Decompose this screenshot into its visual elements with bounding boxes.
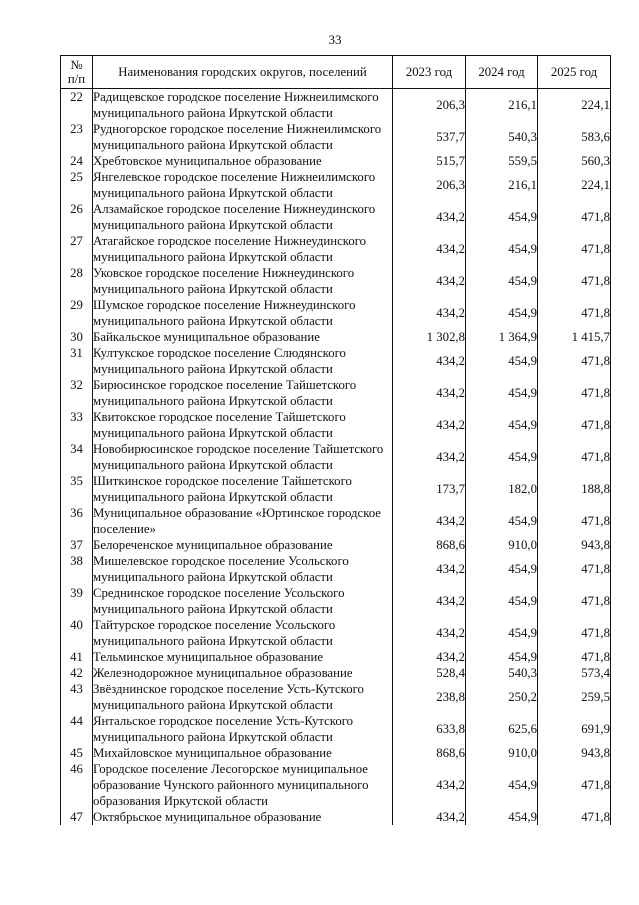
row-name: Янтальское городское поселение Усть-Кутского муниципального района Иркутской области [93, 713, 393, 745]
value-2023: 537,7 [393, 121, 466, 153]
value-2024: 454,9 [466, 265, 538, 297]
value-2024: 540,3 [466, 121, 538, 153]
value-2023: 434,2 [393, 553, 466, 585]
value-2024: 454,9 [466, 505, 538, 537]
value-2025: 471,8 [538, 345, 611, 377]
value-2024: 540,3 [466, 665, 538, 681]
row-number: 33 [61, 409, 93, 441]
row-number: 26 [61, 201, 93, 233]
value-2025: 943,8 [538, 537, 611, 553]
value-2025: 471,8 [538, 649, 611, 665]
row-name: Муниципальное образование «Юртинское городское поселение» [93, 505, 393, 537]
row-number: 40 [61, 617, 93, 649]
value-2025: 259,5 [538, 681, 611, 713]
value-2023: 434,2 [393, 377, 466, 409]
table-row [61, 681, 611, 713]
row-number: 36 [61, 505, 93, 537]
value-2025: 224,1 [538, 169, 611, 201]
table-row [61, 809, 611, 825]
row-number: 22 [61, 89, 93, 122]
row-number: 24 [61, 153, 93, 169]
header-name: Наименования городских округов, поселений [93, 56, 393, 89]
value-2023: 434,2 [393, 233, 466, 265]
data-table [60, 55, 611, 825]
value-2024: 454,9 [466, 617, 538, 649]
row-number: 28 [61, 265, 93, 297]
row-name: Рудногорское городское поселение Нижнеилимского муниципального района Иркутской области [93, 121, 393, 153]
header-2024: 2024 год [466, 56, 538, 89]
value-2025: 471,8 [538, 761, 611, 809]
value-2023: 434,2 [393, 585, 466, 617]
header-num [61, 56, 93, 89]
table-row [61, 441, 611, 473]
value-2025: 471,8 [538, 409, 611, 441]
row-name: Шиткинское городское поселение Тайшетского муниципального района Иркутской области [93, 473, 393, 505]
row-number: 44 [61, 713, 93, 745]
value-2024: 454,9 [466, 297, 538, 329]
row-number: 35 [61, 473, 93, 505]
value-2025: 471,8 [538, 201, 611, 233]
value-2023: 434,2 [393, 761, 466, 809]
value-2024: 559,5 [466, 153, 538, 169]
value-2024: 454,9 [466, 441, 538, 473]
value-2023: 434,2 [393, 297, 466, 329]
table-row [61, 297, 611, 329]
value-2024: 454,9 [466, 553, 538, 585]
page-number: 33 [328, 32, 342, 47]
value-2024: 625,6 [466, 713, 538, 745]
value-2024: 454,9 [466, 345, 538, 377]
value-2025: 471,8 [538, 233, 611, 265]
table-row [61, 265, 611, 297]
row-name: Городское поселение Лесогорское муниципальное образование Чунского районного муниципального образования Иркутской области [93, 761, 393, 809]
row-name: Новобирюсинское городское поселение Тайшетского муниципального района Иркутской области [93, 441, 393, 473]
value-2023: 434,2 [393, 649, 466, 665]
row-name: Бирюсинское городское поселение Тайшетского муниципального района Иркутской области [93, 377, 393, 409]
value-2023: 173,7 [393, 473, 466, 505]
header-num-line2: п/п [67, 72, 86, 86]
table-row [61, 153, 611, 169]
value-2025: 188,8 [538, 473, 611, 505]
table-row [61, 537, 611, 553]
value-2023: 868,6 [393, 745, 466, 761]
table-row [61, 329, 611, 345]
value-2023: 434,2 [393, 265, 466, 297]
table-row [61, 745, 611, 761]
value-2024: 454,9 [466, 761, 538, 809]
value-2025: 573,4 [538, 665, 611, 681]
row-name: Атагайское городское поселение Нижнеудинского муниципального района Иркутской области [93, 233, 393, 265]
value-2024: 910,0 [466, 537, 538, 553]
table-row [61, 585, 611, 617]
value-2025: 1 415,7 [538, 329, 611, 345]
value-2024: 910,0 [466, 745, 538, 761]
value-2023: 434,2 [393, 409, 466, 441]
table-body [61, 89, 611, 826]
value-2024: 454,9 [466, 649, 538, 665]
row-number: 27 [61, 233, 93, 265]
row-number: 30 [61, 329, 93, 345]
value-2025: 471,8 [538, 585, 611, 617]
row-name: Хребтовское муниципальное образование [93, 153, 393, 169]
value-2023: 633,8 [393, 713, 466, 745]
value-2023: 434,2 [393, 441, 466, 473]
row-name: Янгелевское городское поселение Нижнеилимского муниципального района Иркутской области [93, 169, 393, 201]
value-2023: 434,2 [393, 505, 466, 537]
row-number: 23 [61, 121, 93, 153]
row-number: 47 [61, 809, 93, 825]
value-2025: 943,8 [538, 745, 611, 761]
row-number: 39 [61, 585, 93, 617]
table-row [61, 201, 611, 233]
value-2024: 250,2 [466, 681, 538, 713]
value-2025: 583,6 [538, 121, 611, 153]
value-2025: 471,8 [538, 265, 611, 297]
value-2024: 454,9 [466, 809, 538, 825]
row-name: Михайловское муниципальное образование [93, 745, 393, 761]
row-number: 34 [61, 441, 93, 473]
row-number: 38 [61, 553, 93, 585]
value-2024: 454,9 [466, 377, 538, 409]
row-name: Белореченское муниципальное образование [93, 537, 393, 553]
value-2025: 471,8 [538, 553, 611, 585]
value-2024: 454,9 [466, 409, 538, 441]
row-name: Уковское городское поселение Нижнеудинского муниципального района Иркутской области [93, 265, 393, 297]
row-number: 43 [61, 681, 93, 713]
table-row [61, 713, 611, 745]
value-2023: 434,2 [393, 617, 466, 649]
table-row [61, 345, 611, 377]
row-number: 25 [61, 169, 93, 201]
value-2023: 528,4 [393, 665, 466, 681]
table-row [61, 233, 611, 265]
row-number: 37 [61, 537, 93, 553]
row-name: Звёзднинское городское поселение Усть-Кутского муниципального района Иркутской области [93, 681, 393, 713]
table-row [61, 505, 611, 537]
value-2025: 471,8 [538, 441, 611, 473]
table-row [61, 761, 611, 809]
row-name: Тайтурское городское поселение Усольского муниципального района Иркутской области [93, 617, 393, 649]
header-2023: 2023 год [393, 56, 466, 89]
row-number: 46 [61, 761, 93, 809]
value-2025: 224,1 [538, 89, 611, 122]
value-2023: 1 302,8 [393, 329, 466, 345]
value-2025: 471,8 [538, 377, 611, 409]
value-2025: 471,8 [538, 505, 611, 537]
table-row [61, 473, 611, 505]
row-number: 45 [61, 745, 93, 761]
table-row [61, 89, 611, 122]
header-num-line1: № [70, 58, 83, 72]
value-2023: 868,6 [393, 537, 466, 553]
value-2025: 691,9 [538, 713, 611, 745]
row-name: Култукское городское поселение Слюдянского муниципального района Иркутской области [93, 345, 393, 377]
table-row [61, 121, 611, 153]
value-2024: 216,1 [466, 89, 538, 122]
table-row [61, 617, 611, 649]
row-name: Среднинское городское поселение Усольского муниципального района Иркутской области [93, 585, 393, 617]
row-name: Квитокское городское поселение Тайшетского муниципального района Иркутской области [93, 409, 393, 441]
value-2023: 238,8 [393, 681, 466, 713]
table-row [61, 649, 611, 665]
value-2025: 471,8 [538, 617, 611, 649]
value-2023: 434,2 [393, 345, 466, 377]
table-row [61, 665, 611, 681]
value-2024: 216,1 [466, 169, 538, 201]
value-2023: 515,7 [393, 153, 466, 169]
value-2024: 454,9 [466, 585, 538, 617]
value-2024: 454,9 [466, 233, 538, 265]
row-name: Шумское городское поселение Нижнеудинского муниципального района Иркутской области [93, 297, 393, 329]
row-number: 41 [61, 649, 93, 665]
row-name: Октябрьское муниципальное образование [93, 809, 393, 825]
value-2023: 206,3 [393, 169, 466, 201]
row-name: Мишелевское городское поселение Усольского муниципального района Иркутской области [93, 553, 393, 585]
row-number: 29 [61, 297, 93, 329]
value-2025: 560,3 [538, 153, 611, 169]
row-name: Тельминское муниципальное образование [93, 649, 393, 665]
value-2024: 182,0 [466, 473, 538, 505]
table-row [61, 377, 611, 409]
value-2023: 206,3 [393, 89, 466, 122]
value-2025: 471,8 [538, 809, 611, 825]
row-number: 31 [61, 345, 93, 377]
row-number: 42 [61, 665, 93, 681]
row-name: Алзамайское городское поселение Нижнеудинского муниципального района Иркутской области [93, 201, 393, 233]
table-row [61, 553, 611, 585]
row-number: 32 [61, 377, 93, 409]
value-2023: 434,2 [393, 809, 466, 825]
table-header-row [61, 56, 611, 89]
header-2025: 2025 год [538, 56, 611, 89]
table-row [61, 169, 611, 201]
row-name: Железнодорожное муниципальное образование [93, 665, 393, 681]
value-2024: 1 364,9 [466, 329, 538, 345]
row-name: Радищевское городское поселение Нижнеилимского муниципального района Иркутской области [93, 89, 393, 122]
value-2023: 434,2 [393, 201, 466, 233]
value-2024: 454,9 [466, 201, 538, 233]
value-2025: 471,8 [538, 297, 611, 329]
row-name: Байкальское муниципальное образование [93, 329, 393, 345]
table-row [61, 409, 611, 441]
